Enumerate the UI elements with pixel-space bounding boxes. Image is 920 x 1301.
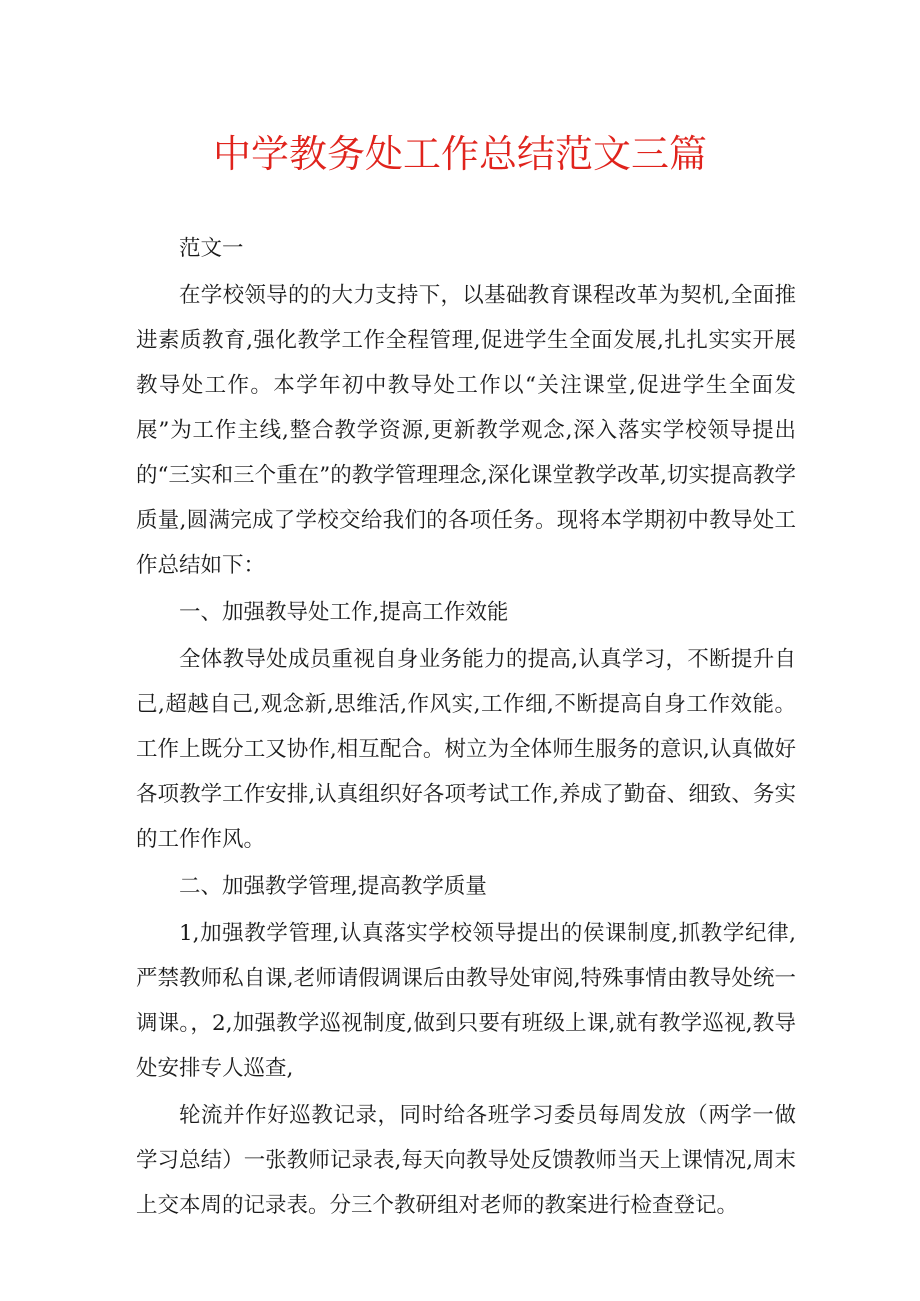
body-paragraph: 在学校领导的的大力支持下，以基础教育课程改革为契机,全面推进素质教育,强化教学工作全程管理,促进学生全面发展,扎扎实实开展教导处工作。本学年初中教导处工作以“关注课堂,促进学生全面发展”为工作主线,整合教学资源,更新教学观念,深入落实学校领导提出的“三实和三个重在”的教学管理理念,深化课堂教学改革,切实提高教学质量,圆满完成了学校交给我们的各项任务。现将本学期初中教导处工作总结如下：	[136, 283, 796, 578]
body-paragraph: 全体教导处成员重视自身业务能力的提高,认真学习，不断提升自己,超越自己,观念新,思维活,作风实,工作细,不断提高自身工作效能。工作上既分工又协作,相互配合。树立为全体师生服务的意识,认真做好各项教学工作安排,认真组织好各项考试工作,养成了勤奋、细致、务实的工作作风。	[136, 647, 796, 852]
section-heading-fanwen-1: 范文一	[179, 236, 244, 261]
section-heading: 二、加强教学管理,提高教学质量	[179, 874, 487, 899]
document-title: 中学教务处工作总结范文三篇	[212, 132, 707, 176]
section-heading: 一、加强教导处工作,提高工作效能	[179, 600, 509, 625]
body-paragraph: 轮流并作好巡教记录，同时给各班学习委员每周发放（两学一做学习总结）一张教师记录表,每天向教导处反馈教师当天上课情况,周末上交本周的记录表。分三个教研组对老师的教案进行检查登记。	[136, 1103, 796, 1218]
body-paragraph: 1,加强教学管理,认真落实学校领导提出的侯课制度,抓教学纪律,严禁教师私自课,老师请假调课后由教导处审阅,特殊事情由教导处统一调课。，2,加强教学巡视制度,做到只要有班级上课,就有教学巡视,教导处安排专人巡查,	[136, 921, 796, 1081]
document-body	[136, 226, 796, 1228]
